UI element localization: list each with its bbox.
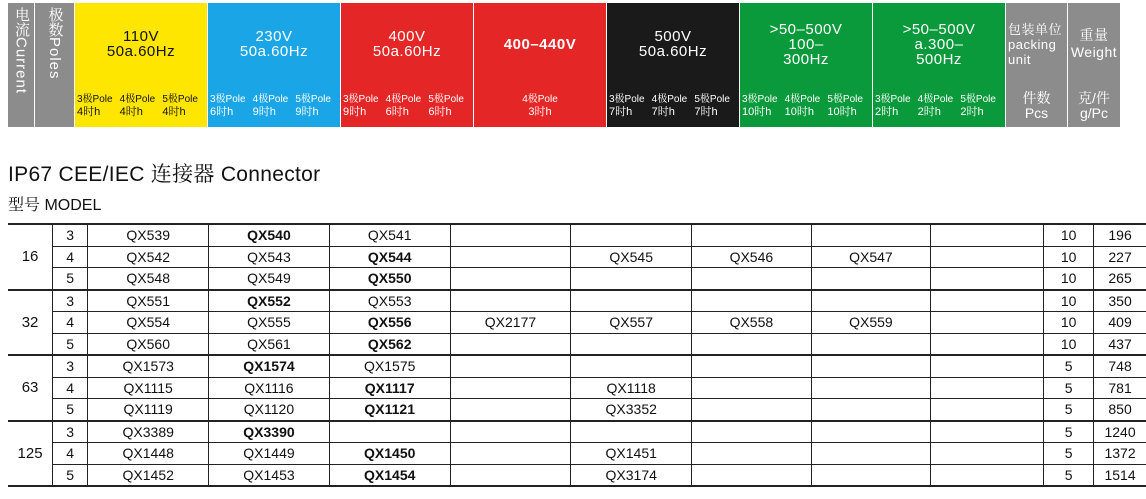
voltage-line1: >50–500V — [902, 20, 976, 38]
model-cell — [811, 421, 931, 443]
spec-header — [8, 3, 1120, 127]
model-cell — [811, 290, 931, 312]
table-row — [8, 246, 1146, 268]
model-cell: QX1117 — [329, 377, 450, 399]
pole-label: 3极Pole — [210, 94, 246, 105]
pole-cell: 5 — [53, 333, 88, 355]
pole-cell: 5 — [53, 399, 88, 421]
model-cell — [692, 355, 812, 377]
model-cell: QX560 — [88, 333, 209, 355]
model-cell: QX1116 — [209, 377, 330, 399]
pcs-en: Pcs — [1024, 105, 1049, 121]
voltage-line2: 50a.60Hz — [106, 43, 176, 60]
pole-label: 4极Pole — [784, 94, 821, 105]
pcs-cell: 5 — [1044, 421, 1094, 443]
pole-cell: 3 — [53, 224, 88, 246]
pole-hours — [740, 85, 872, 127]
voltage-col — [740, 3, 873, 127]
weight-cell: 437 — [1094, 333, 1146, 355]
pole-label: 4极Pole — [917, 94, 954, 105]
model-cell: QX1573 — [88, 355, 209, 377]
pcs-cell: 10 — [1044, 312, 1094, 334]
model-cell: QX3390 — [209, 421, 330, 443]
pcs-cell: 5 — [1044, 355, 1094, 377]
poles-zh: 极数 — [46, 7, 64, 37]
model-cell: QX1450 — [329, 443, 450, 465]
model-cell — [931, 333, 1044, 355]
model-cell: QX3352 — [571, 399, 692, 421]
model-cell — [811, 377, 931, 399]
voltage-col — [75, 3, 208, 127]
model-cell — [811, 399, 931, 421]
current-cell: 63 — [8, 355, 53, 421]
current-zh: 电流 — [13, 7, 30, 37]
table-row — [8, 464, 1146, 486]
hour-label: 6时h — [385, 106, 409, 118]
model-cell: QX558 — [692, 312, 812, 334]
model-cell: QX1121 — [329, 399, 450, 421]
hour-label: 4时h — [119, 106, 143, 118]
voltage-col — [607, 3, 740, 127]
pcs-cell: 5 — [1044, 377, 1094, 399]
weight-zh: 重量 — [1079, 27, 1109, 43]
pole-label: 4极Pole — [651, 94, 688, 105]
weight-cell: 781 — [1094, 377, 1146, 399]
table-row — [8, 333, 1146, 355]
table-row — [8, 224, 1146, 246]
voltage-label — [873, 3, 1005, 85]
hour-label: 4时h — [77, 106, 101, 118]
weight-cell: 1372 — [1094, 443, 1146, 465]
voltage-label — [341, 3, 473, 85]
hour-label: 3时h — [528, 106, 552, 118]
voltage-col — [208, 3, 341, 127]
model-cell — [692, 443, 812, 465]
voltage-col — [341, 3, 474, 127]
hour-label: 2时h — [960, 106, 984, 118]
pole-hours — [208, 85, 340, 127]
model-cell — [811, 355, 931, 377]
model-cell: QX545 — [571, 246, 692, 268]
model-cell — [450, 464, 571, 486]
current-en: Current — [12, 37, 30, 95]
model-cell: QX555 — [209, 312, 330, 334]
pole-label: 4极Pole — [252, 94, 289, 105]
model-cell: QX561 — [209, 333, 330, 355]
model-cell — [931, 443, 1044, 465]
model-cell — [571, 268, 692, 290]
current-header — [8, 3, 35, 127]
weight-cell: 196 — [1094, 224, 1146, 246]
model-cell — [811, 333, 931, 355]
voltage-label — [740, 3, 872, 85]
weight-cell: 409 — [1094, 312, 1146, 334]
pole-hours — [607, 85, 739, 127]
model-cell: QX546 — [692, 246, 812, 268]
weight-cell: 1514 — [1094, 464, 1146, 486]
packing-en2: unit — [1008, 51, 1031, 67]
voltage-label — [75, 3, 207, 85]
hour-label: 6时h — [428, 106, 452, 118]
pole-label: 5极Pole — [295, 94, 331, 105]
model-cell — [931, 268, 1044, 290]
voltage-line2: 50a.60Hz — [638, 43, 708, 60]
pole-label: 5极Pole — [960, 94, 996, 105]
hour-label: 2时h — [875, 106, 899, 118]
model-cell: QX540 — [209, 224, 330, 246]
model-cell — [571, 224, 692, 246]
voltage-line1: 500V — [654, 28, 692, 45]
table-row — [8, 268, 1146, 290]
model-cell: QX1451 — [571, 443, 692, 465]
gpc-zh: 克/件 — [1078, 90, 1110, 106]
pole-label: 5极Pole — [428, 94, 464, 105]
hour-label: 10时h — [827, 106, 857, 118]
model-cell — [450, 421, 571, 443]
pole-cell: 4 — [53, 246, 88, 268]
pole-cell: 3 — [53, 290, 88, 312]
model-cell — [931, 399, 1044, 421]
model-cell — [692, 377, 812, 399]
model-cell: QX1115 — [88, 377, 209, 399]
page-title: IP67 CEE/IEC 连接器 Connector — [8, 163, 321, 186]
pcs-cell: 10 — [1044, 224, 1094, 246]
model-cell: QX559 — [811, 312, 931, 334]
pole-label: 4极Pole — [119, 94, 156, 105]
pole-label: 4极Pole — [385, 94, 422, 105]
table-row — [8, 377, 1146, 399]
model-cell: QX547 — [811, 246, 931, 268]
model-cell: QX1452 — [88, 464, 209, 486]
model-cell — [450, 355, 571, 377]
model-cell — [692, 464, 812, 486]
pcs-cell: 5 — [1044, 443, 1094, 465]
voltage-line1: 110V — [123, 28, 159, 45]
model-cell — [450, 399, 571, 421]
model-subtitle: 型号 MODEL — [8, 197, 102, 214]
voltage-line1: 400V — [388, 28, 426, 45]
model-cell — [692, 333, 812, 355]
model-cell — [329, 421, 450, 443]
model-cell — [450, 290, 571, 312]
model-cell: QX2177 — [450, 312, 571, 334]
model-cell: QX539 — [88, 224, 209, 246]
model-table — [8, 223, 1146, 487]
voltage-col — [474, 3, 607, 127]
poles-en: Poles — [46, 37, 63, 80]
model-cell — [931, 421, 1044, 443]
model-cell — [692, 290, 812, 312]
voltage-line1: 230V — [255, 28, 293, 45]
model-cell — [931, 290, 1044, 312]
voltage-line3: 500Hz — [916, 50, 962, 68]
pole-cell: 3 — [53, 421, 88, 443]
model-cell: QX557 — [571, 312, 692, 334]
model-cell — [571, 290, 692, 312]
gpc-en: g/Pc — [1079, 105, 1108, 121]
model-cell: QX544 — [329, 246, 450, 268]
packing-header — [1006, 3, 1068, 127]
model-cell — [931, 464, 1044, 486]
model-cell — [931, 355, 1044, 377]
pole-label: 3极Pole — [343, 94, 379, 105]
model-cell — [811, 224, 931, 246]
voltage-columns — [75, 3, 1006, 127]
model-cell — [692, 268, 812, 290]
voltage-col — [873, 3, 1006, 127]
model-cell: QX552 — [209, 290, 330, 312]
current-cell: 16 — [8, 224, 53, 290]
hour-label: 7时h — [694, 106, 718, 118]
pole-label: 3极Pole — [875, 94, 911, 105]
model-cell — [571, 355, 692, 377]
model-cell — [692, 399, 812, 421]
pcs-cell: 10 — [1044, 333, 1094, 355]
voltage-line3: 300Hz — [783, 50, 829, 68]
model-cell: QX3389 — [88, 421, 209, 443]
poles-header — [35, 3, 75, 127]
model-cell: QX1119 — [88, 399, 209, 421]
model-cell: QX1453 — [209, 464, 330, 486]
model-cell: QX549 — [209, 268, 330, 290]
hour-label: 4时h — [162, 106, 186, 118]
model-cell: QX551 — [88, 290, 209, 312]
model-cell: QX1449 — [209, 443, 330, 465]
pole-hours — [341, 85, 473, 127]
weight-en: Weight — [1070, 44, 1118, 60]
weight-header — [1068, 3, 1120, 127]
model-cell: QX1118 — [571, 377, 692, 399]
model-cell — [571, 333, 692, 355]
voltage-label — [607, 3, 739, 85]
model-cell: QX1120 — [209, 399, 330, 421]
table-row — [8, 399, 1146, 421]
table-row — [8, 312, 1146, 334]
model-cell: QX556 — [329, 312, 450, 334]
model-cell: QX1454 — [329, 464, 450, 486]
model-cell: QX541 — [329, 224, 450, 246]
pcs-cell: 10 — [1044, 268, 1094, 290]
pole-label: 4极Pole — [522, 94, 558, 105]
pole-label: 5极Pole — [694, 94, 730, 105]
voltage-line2: 100– — [788, 35, 824, 53]
voltage-line2: a.300– — [914, 35, 964, 53]
pole-label: 3极Pole — [742, 94, 778, 105]
model-cell — [450, 443, 571, 465]
current-cell: 32 — [8, 290, 53, 356]
model-cell — [450, 377, 571, 399]
weight-cell: 350 — [1094, 290, 1146, 312]
model-cell — [931, 312, 1044, 334]
hour-label: 10时h — [742, 106, 772, 118]
table-row — [8, 355, 1146, 377]
voltage-label — [474, 3, 606, 85]
model-cell: QX542 — [88, 246, 209, 268]
weight-cell: 265 — [1094, 268, 1146, 290]
model-cell — [571, 421, 692, 443]
model-cell: QX543 — [209, 246, 330, 268]
model-cell: QX554 — [88, 312, 209, 334]
pole-label: 5极Pole — [827, 94, 863, 105]
weight-cell: 850 — [1094, 399, 1146, 421]
weight-cell: 748 — [1094, 355, 1146, 377]
model-cell — [450, 246, 571, 268]
pcs-cell: 10 — [1044, 246, 1094, 268]
pcs-cell: 10 — [1044, 290, 1094, 312]
pcs-zh: 件数 — [1022, 90, 1051, 106]
model-cell — [450, 268, 571, 290]
model-cell: QX548 — [88, 268, 209, 290]
pole-cell: 5 — [53, 268, 88, 290]
pole-hours — [873, 85, 1005, 127]
model-cell — [931, 246, 1044, 268]
pole-cell: 4 — [53, 312, 88, 334]
model-cell — [811, 268, 931, 290]
pole-label: 5极Pole — [162, 94, 198, 105]
current-cell: 125 — [8, 421, 53, 487]
model-cell — [450, 224, 571, 246]
voltage-line2: 50a.60Hz — [372, 43, 442, 60]
hour-label: 7时h — [651, 106, 675, 118]
model-cell: QX3174 — [571, 464, 692, 486]
pole-label: 3极Pole — [609, 94, 645, 105]
packing-zh: 包装单位 — [1008, 21, 1063, 37]
pole-cell: 4 — [53, 443, 88, 465]
table-row — [8, 443, 1146, 465]
model-cell — [692, 224, 812, 246]
model-cell — [811, 464, 931, 486]
voltage-line1: >50–500V — [769, 20, 843, 38]
pcs-cell: 5 — [1044, 399, 1094, 421]
pole-hours — [474, 85, 606, 127]
table-row — [8, 290, 1146, 312]
hour-label: 2时h — [917, 106, 941, 118]
model-cell — [931, 377, 1044, 399]
hour-label: 10时h — [784, 106, 815, 118]
model-cell — [450, 333, 571, 355]
model-cell: QX553 — [329, 290, 450, 312]
voltage-line2: 50a.60Hz — [239, 43, 309, 60]
hour-label: 9时h — [343, 106, 367, 118]
pole-cell: 4 — [53, 377, 88, 399]
model-cell — [811, 443, 931, 465]
pole-cell: 5 — [53, 464, 88, 486]
model-cell: QX1448 — [88, 443, 209, 465]
model-cell: QX1574 — [209, 355, 330, 377]
pole-cell: 3 — [53, 355, 88, 377]
voltage-line1: 400–440V — [503, 35, 577, 53]
hour-label: 6时h — [210, 106, 234, 118]
model-cell: QX1575 — [329, 355, 450, 377]
pole-label: 3极Pole — [77, 94, 113, 105]
model-cell: QX562 — [329, 333, 450, 355]
packing-en1: packing — [1008, 36, 1057, 52]
hour-label: 7时h — [609, 106, 633, 118]
model-cell — [692, 421, 812, 443]
model-cell — [931, 224, 1044, 246]
pole-hours — [75, 85, 207, 127]
voltage-label — [208, 3, 340, 85]
hour-label: 9时h — [295, 106, 319, 118]
model-cell: QX550 — [329, 268, 450, 290]
pcs-cell: 5 — [1044, 464, 1094, 486]
weight-cell: 227 — [1094, 246, 1146, 268]
table-row — [8, 421, 1146, 443]
weight-cell: 1240 — [1094, 421, 1146, 443]
hour-label: 9时h — [252, 106, 276, 118]
